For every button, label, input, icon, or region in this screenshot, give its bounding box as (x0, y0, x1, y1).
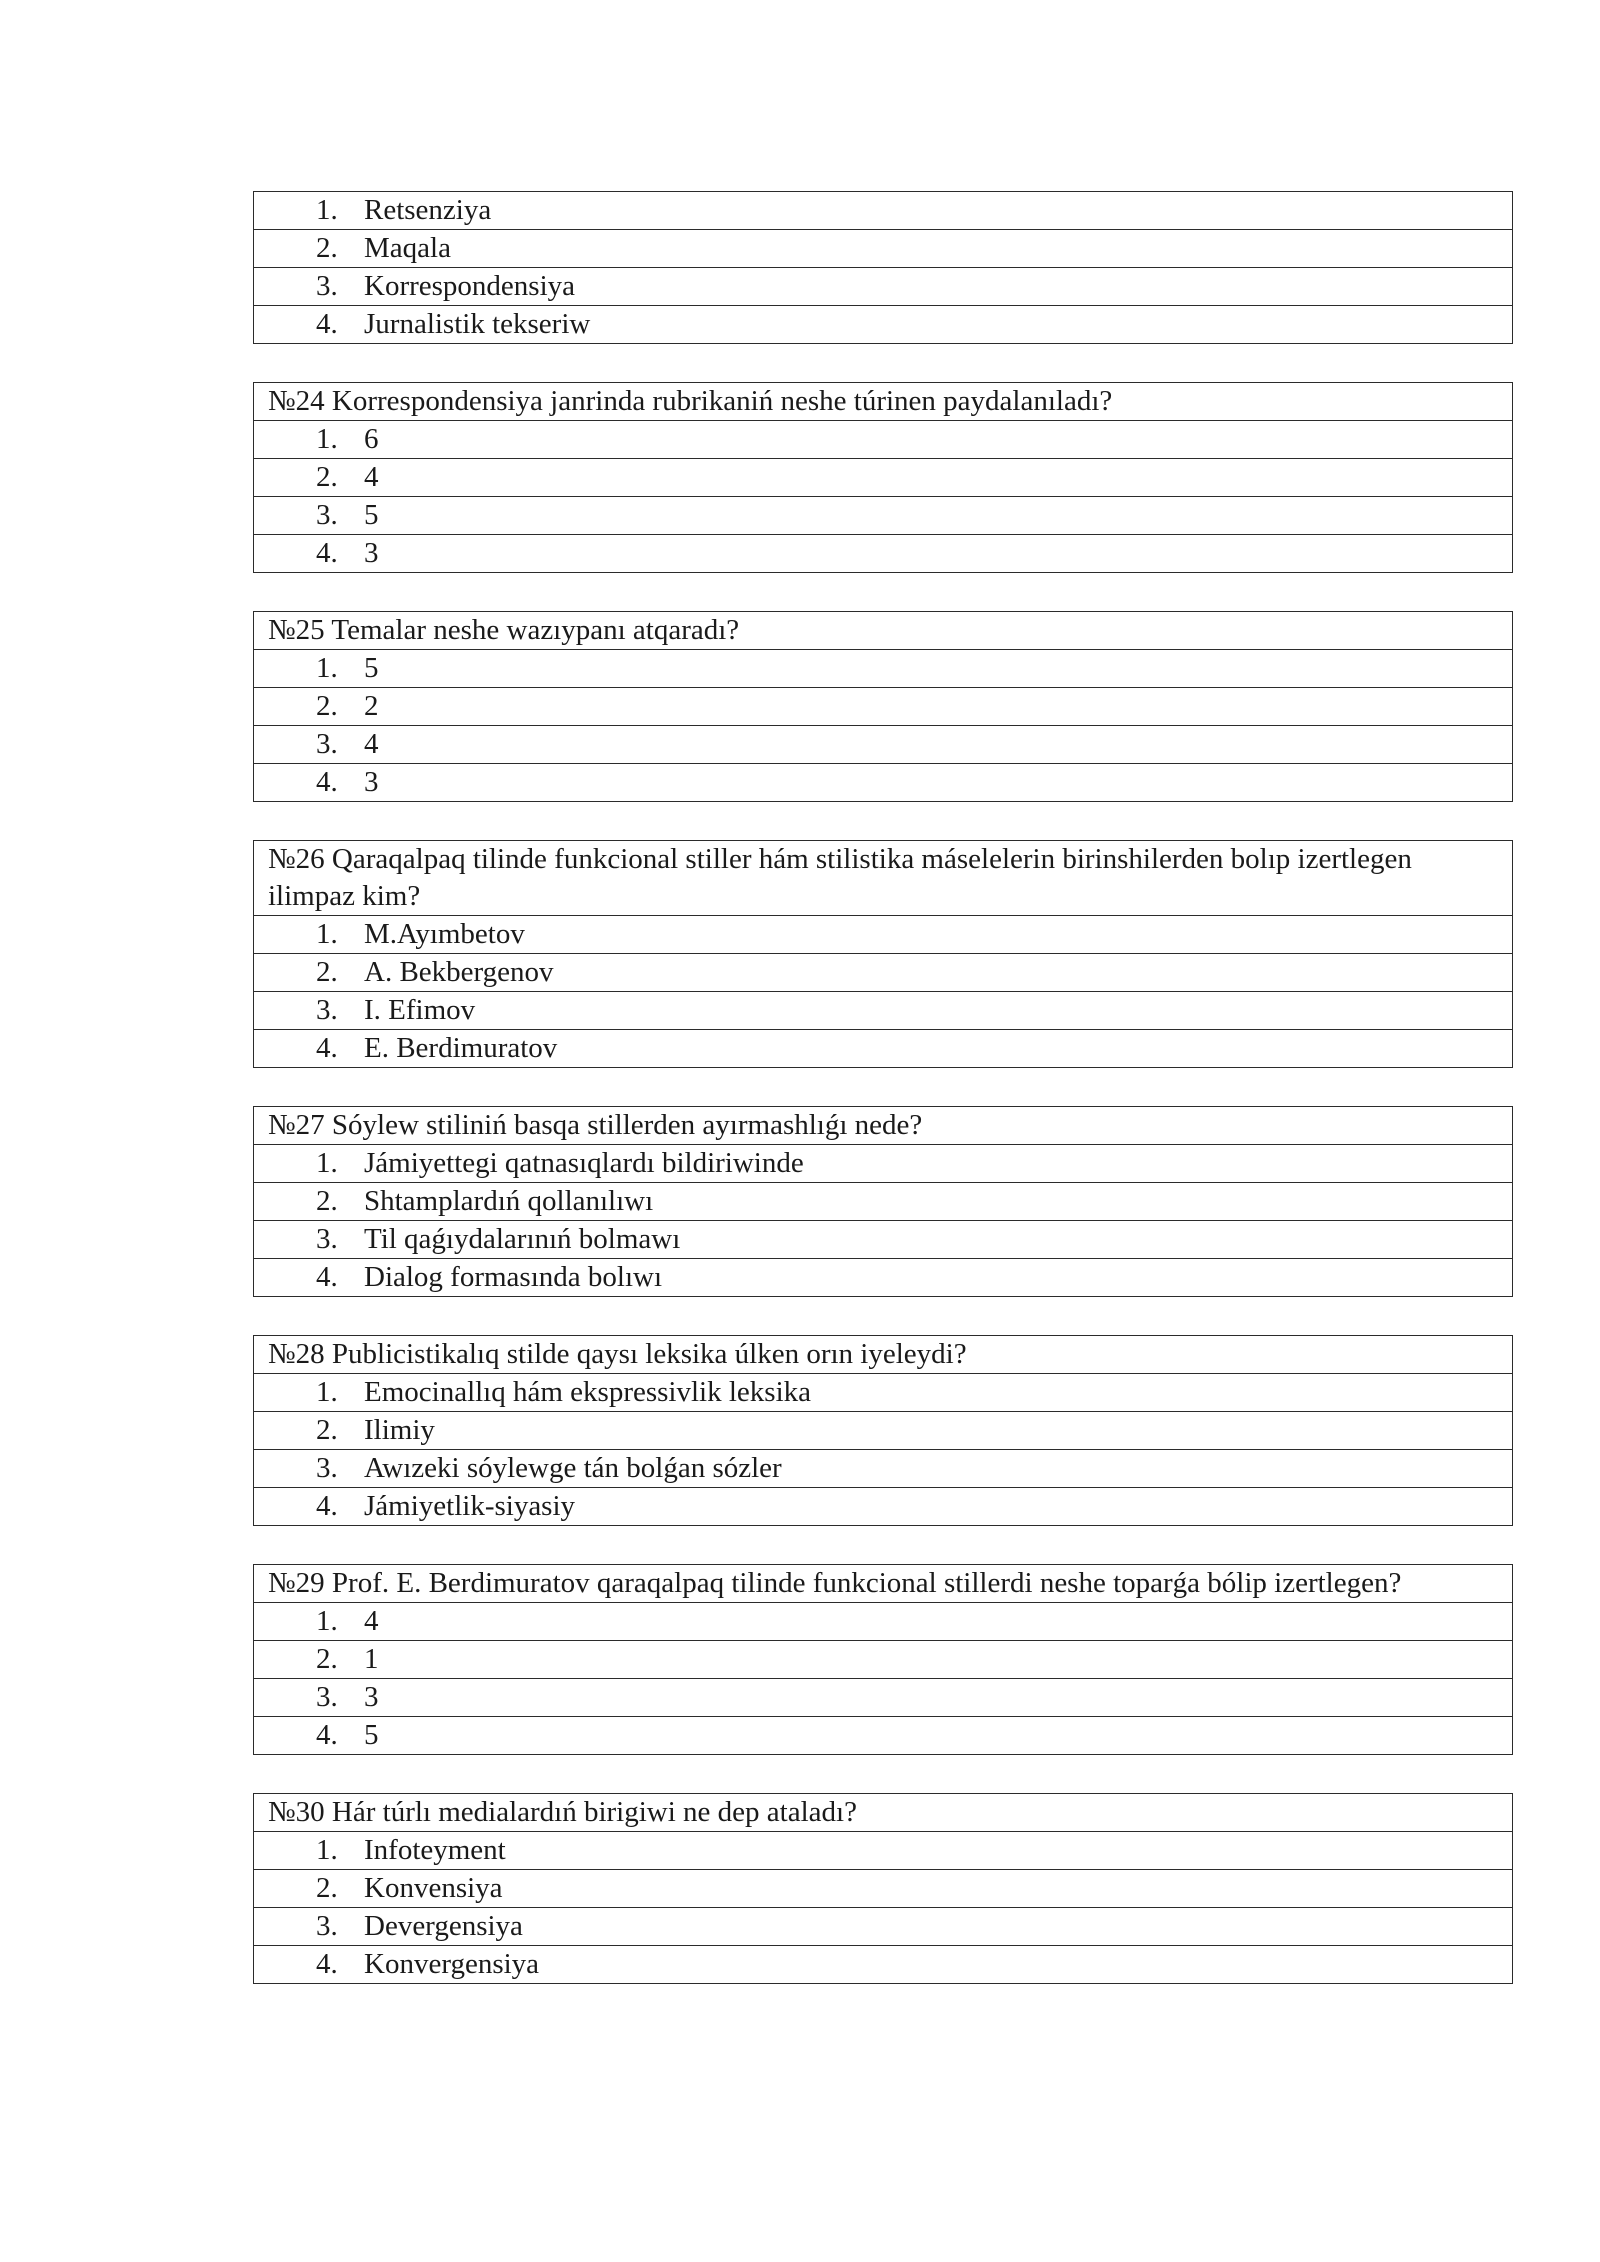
option-text: I. Efimov (364, 994, 476, 1026)
option-text: 3 (364, 766, 379, 798)
option-text: 1 (364, 1643, 379, 1675)
question-text: №28 Publicistikalıq stilde qaysı leksika úlken orın iyeleydi? (254, 1336, 1513, 1374)
option-row: 1. 6 (254, 421, 1513, 459)
option-text: Jámiyetlik-siyasiy (364, 1490, 576, 1522)
option-row: 1. 5 (254, 650, 1513, 688)
option-row: 2. 2 (254, 688, 1513, 726)
document-page (253, 191, 1513, 2022)
option-row: 3. Korrespondensiya (254, 268, 1513, 306)
option-text: 5 (364, 499, 379, 531)
option-row: 3. Til qaǵıydalarınıń bolmawı (254, 1221, 1513, 1259)
option-row: 3. Devergensiya (254, 1908, 1513, 1946)
question-text: №25 Temalar neshe wazıypanı atqaradı? (254, 612, 1513, 650)
option-row: 3. 3 (254, 1679, 1513, 1717)
question-block-24 (253, 382, 1513, 573)
option-text: A. Bekbergenov (364, 956, 554, 988)
option-row: 4. Jurnalistik tekseriw (254, 306, 1513, 344)
question-table (253, 611, 1513, 802)
option-text: 4 (364, 728, 379, 760)
question-table (253, 1335, 1513, 1526)
option-row: 3. 4 (254, 726, 1513, 764)
option-row: 4. 3 (254, 535, 1513, 573)
question-text: №24 Korrespondensiya janrinda rubrikaniń neshe túrinen paydalanıladı? (254, 383, 1513, 421)
option-row: 4. Dialog formasında bolıwı (254, 1259, 1513, 1297)
question-block-26 (253, 840, 1513, 1068)
option-text: E. Berdimuratov (364, 1032, 558, 1064)
option-text: 4 (364, 1605, 379, 1637)
question-text: №30 Hár túrlı medialardıń birigiwi ne dep ataladı? (254, 1794, 1513, 1832)
option-row: 2. Maqala (254, 230, 1513, 268)
option-row: 4. E. Berdimuratov (254, 1030, 1513, 1068)
option-row: 4. 3 (254, 764, 1513, 802)
option-text: Devergensiya (364, 1910, 523, 1942)
option-text: 2 (364, 690, 379, 722)
option-row: 3. Awızeki sóylewge tán bolǵan sózler (254, 1450, 1513, 1488)
question-block-27 (253, 1106, 1513, 1297)
option-row: 1. 4 (254, 1603, 1513, 1641)
option-text: 3 (364, 537, 379, 569)
option-row: 1. Retsenziya (254, 192, 1513, 230)
option-text: Ilimiy (364, 1414, 435, 1446)
option-text: 3 (364, 1681, 379, 1713)
option-text: Jurnalistik tekseriw (364, 308, 591, 340)
question-table (253, 382, 1513, 573)
option-row: 2. Konvensiya (254, 1870, 1513, 1908)
option-row: 3. 5 (254, 497, 1513, 535)
option-row: 3. I. Efimov (254, 992, 1513, 1030)
option-text: Maqala (364, 232, 451, 264)
option-text: Emocinallıq hám ekspressivlik leksika (364, 1376, 811, 1408)
option-text: M.Ayımbetov (364, 918, 525, 950)
option-text: Til qaǵıydalarınıń bolmawı (364, 1223, 681, 1255)
option-row: 1. Jámiyettegi qatnasıqlardı bildiriwinde (254, 1145, 1513, 1183)
options-table (253, 191, 1513, 344)
question-block-25 (253, 611, 1513, 802)
question-table (253, 840, 1513, 1068)
option-text: Infoteyment (364, 1834, 506, 1866)
option-text: Shtamplardıń qollanılıwı (364, 1185, 654, 1217)
option-row: 4. 5 (254, 1717, 1513, 1755)
question-table (253, 1564, 1513, 1755)
option-text: Awızeki sóylewge tán bolǵan sózler (364, 1452, 782, 1484)
option-row: 2. 4 (254, 459, 1513, 497)
option-text: Korrespondensiya (364, 270, 576, 302)
option-row: 4. Jámiyetlik-siyasiy (254, 1488, 1513, 1526)
option-text: 6 (364, 423, 379, 455)
question-text: №27 Sóylew stiliniń basqa stillerden ayırmashlıǵı nede? (254, 1107, 1513, 1145)
option-text: 5 (364, 652, 379, 684)
option-row: 1. Emocinallıq hám ekspressivlik leksika (254, 1374, 1513, 1412)
question-text: №26 Qaraqalpaq tilinde funkcional stiller hám stilistika máselelerin birinshilerden bolıp izertlegen ilimpaz kim? (254, 841, 1513, 916)
option-text: Konvergensiya (364, 1948, 540, 1980)
option-row: 2. Shtamplardıń qollanılıwı (254, 1183, 1513, 1221)
option-row: 4. Konvergensiya (254, 1946, 1513, 1984)
question-table (253, 1793, 1513, 1984)
option-row: 1. M.Ayımbetov (254, 916, 1513, 954)
question-block-continued (253, 191, 1513, 344)
option-text: 4 (364, 461, 379, 493)
option-text: Jámiyettegi qatnasıqlardı bildiriwinde (364, 1147, 804, 1179)
question-text: №29 Prof. E. Berdimuratov qaraqalpaq tilinde funkcional stillerdi neshe toparǵa bólip izertlegen? (254, 1565, 1513, 1603)
option-text: 5 (364, 1719, 379, 1751)
option-text: Retsenziya (364, 194, 492, 226)
question-block-29 (253, 1564, 1513, 1755)
question-block-30 (253, 1793, 1513, 1984)
option-text: Dialog formasında bolıwı (364, 1261, 663, 1293)
option-row: 2. A. Bekbergenov (254, 954, 1513, 992)
option-text: Konvensiya (364, 1872, 503, 1904)
option-row: 2. Ilimiy (254, 1412, 1513, 1450)
question-block-28 (253, 1335, 1513, 1526)
question-table (253, 1106, 1513, 1297)
option-row: 2. 1 (254, 1641, 1513, 1679)
option-row: 1. Infoteyment (254, 1832, 1513, 1870)
